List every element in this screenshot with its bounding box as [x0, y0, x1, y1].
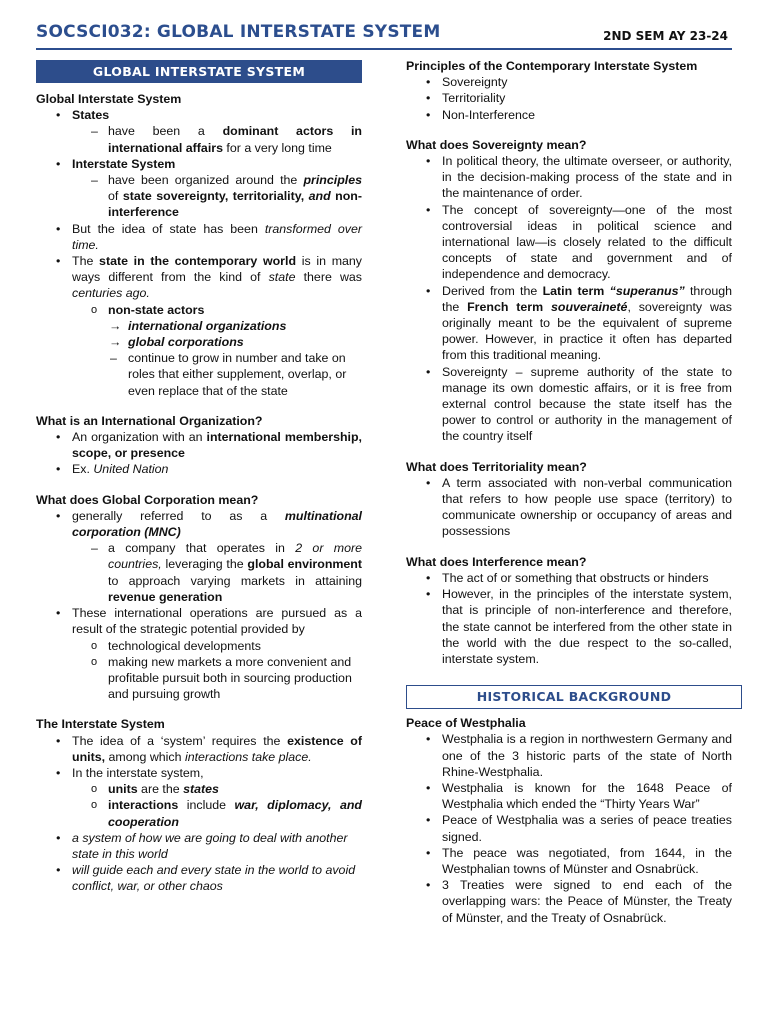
list-item: • generally referred to as a multinational corporation (MNC) – a company that operates in 2 or more countries, leveraging the global environment to approach varying markets in attaining revenue generation — [36, 508, 362, 605]
historical-background-banner: HISTORICAL BACKGROUND — [406, 685, 742, 709]
gc-heading: What does Global Corporation mean? — [36, 492, 259, 507]
list-item: o technological developments — [72, 638, 362, 654]
list-item: → global corporations — [108, 334, 362, 350]
list-item: • An organization with an international membership, scope, or presence — [36, 429, 362, 461]
list-item: – continue to grow in number and take on roles that either supplement, overlap, or even replace that of the state — [108, 350, 362, 399]
sovereignty-heading: What does Sovereignty mean? — [406, 137, 587, 152]
list-item: • Territoriality — [406, 90, 732, 106]
list-item: • Sovereignty – supreme authority of the state to manage its own domestic affairs, or it is free from external control because the state itself has the power to control or authority in the management of the country itself — [406, 364, 732, 445]
interference-list — [406, 570, 732, 667]
list-item: • The act of or something that obstructs or hinders — [406, 570, 732, 586]
right-column — [406, 58, 732, 926]
is-heading: The Interstate System — [36, 717, 165, 732]
gc-list — [36, 508, 362, 702]
list-item: • In the interstate system, o units are the states o interactions include war, diplomacy, and cooperation — [36, 765, 362, 830]
list-item: • Derived from the Latin term “superanus” through the French term souveraineté, sovereignty was originally meant to be the equivalent of supreme power. However, in practice it often has departed from this traditional meaning. — [406, 283, 732, 364]
gis-list — [36, 107, 362, 399]
list-item: • will guide each and every state in the world to avoid conflict, war, or other chaos — [36, 862, 362, 894]
list-item: • 3 Treaties were signed to end each of the overlapping wars: the Peace of Münster, the Treaty of Münster, and the Treaty of Osnabrück. — [406, 877, 732, 926]
list-item: • However, in the principles of the interstate system, that is principle of non-interference and therefore, the state cannot be interfered from the other state in the world with the due respect to the so-called, interstate system. — [406, 586, 732, 667]
territoriality-list — [406, 475, 732, 540]
list-item: • Westphalia is known for the 1648 Peace of Westphalia which ended the “Thirty Years War” — [406, 780, 732, 812]
list-item: – have been organized around the principles of state sovereignty, territoriality, and non-interference — [36, 172, 362, 221]
sovereignty-list — [406, 153, 732, 445]
principles-heading: Principles of the Contemporary Interstate System — [406, 59, 698, 73]
page-header — [36, 24, 732, 50]
list-item: • Peace of Westphalia was a series of peace treaties signed. — [406, 812, 732, 844]
list-item: – a company that operates in 2 or more countries, leveraging the global environment to approach varying markets in attaining revenue generation — [36, 540, 362, 605]
list-item: • Interstate System – have been organized around the principles of state sovereignty, territoriality, and non-interference — [36, 156, 362, 221]
list-item: • A term associated with non-verbal communication that refers to how people use space (territory) to communicate ownership or occupancy of areas and possessions — [406, 475, 732, 540]
list-item: – have been a dominant actors in international affairs for a very long time — [36, 123, 362, 155]
list-item: • Non-Interference — [406, 107, 732, 123]
list-item: • But the idea of state has been transformed over time. — [36, 221, 362, 253]
list-item: • These international operations are pursued as a result of the strategic potential provided by o technological developments o making new markets a more convenient and profitable pursuit both in sourcing production and pursuing growth — [36, 605, 362, 702]
territoriality-heading: What does Territoriality mean? — [406, 459, 587, 474]
gis-heading: Global Interstate System — [36, 92, 182, 106]
global-interstate-banner: GLOBAL INTERSTATE SYSTEM — [36, 60, 362, 83]
is-list — [36, 733, 362, 895]
list-item: • Westphalia is a region in northwestern Germany and one of the 3 historic parts of the state of North Rhine-Westphalia. — [406, 731, 732, 780]
list-item: • In political theory, the ultimate overseer, or authority, in the decision-making process of the state and in the maintenance of order. — [406, 153, 732, 202]
list-item: • The peace was negotiated, from 1644, in the Westphalian towns of Münster and Osnabrück. — [406, 845, 732, 877]
list-item: → international organizations — [108, 318, 362, 334]
list-item: o interactions include war, diplomacy, and cooperation — [72, 797, 362, 829]
list-item: o making new markets a more convenient and profitable pursuit both in sourcing production and pursuing growth — [72, 654, 362, 703]
interference-heading: What does Interference mean? — [406, 554, 587, 569]
list-item: • a system of how we are going to deal with another state in this world — [36, 830, 362, 862]
westphalia-list — [406, 731, 732, 925]
io-list — [36, 429, 362, 478]
list-item: o units are the states — [72, 781, 362, 797]
list-item: • Sovereignty — [406, 74, 732, 90]
list-item: • The concept of sovereignty—one of the most controversial ideas in political science and international law—is closely related to the difficult concepts of state and government and of independence and democracy. — [406, 202, 732, 283]
page-title: SOCSCI032: GLOBAL INTERSTATE SYSTEM — [36, 22, 441, 42]
left-column — [36, 60, 362, 895]
list-item: • The idea of a ‘system’ requires the existence of units, among which interactions take place. — [36, 733, 362, 765]
westphalia-heading: Peace of Westphalia — [406, 716, 526, 731]
principles-list — [406, 74, 732, 123]
list-item: • States – have been a dominant actors in international affairs for a very long time — [36, 107, 362, 156]
io-heading: What is an International Organization? — [36, 413, 263, 428]
list-item: o non-state actors → international organizations → global corporations – continue to grow in number and take on roles that either supplement, overlap, or even replace that of the state — [72, 302, 362, 399]
list-item: • Ex. United Nation — [36, 461, 362, 477]
list-item: • The state in the contemporary world is in many ways different from the kind of state there was centuries ago. o non-state actors → international organizations → global corporations – continue to grow in number and take on roles that either supplement, overlap, or even replace that of the state — [36, 253, 362, 399]
semester-label: 2ND SEM AY 23-24 — [603, 29, 728, 43]
